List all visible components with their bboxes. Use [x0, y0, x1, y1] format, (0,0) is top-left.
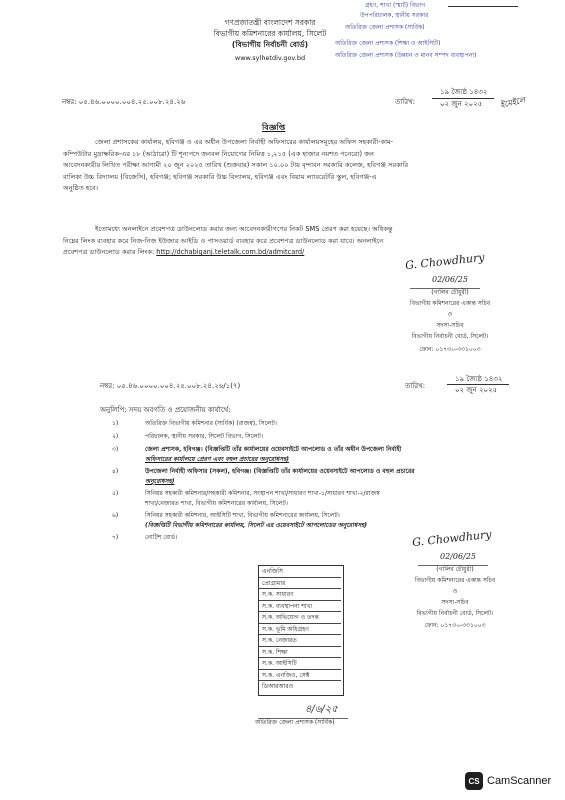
header-website: www.sylhetdiv.gov.bd: [234, 54, 306, 62]
copy-item-text: সিনিয়র সহকারী কমিশনার, আইসিটি শাখা, বিভাগীয় কমিশনারের কার্যালয়, সিলেট।: [145, 512, 340, 519]
ref1-label: নম্বর:: [62, 98, 77, 106]
copy-item-text: সিনিয়র সহকারী কমিশনার/সহকারী কমিশনার, সংস্থাপন শাখা/সাধারণ শাখা-১/সাধারণ শাখা-২/রাজস্ব: [145, 490, 380, 497]
copy-item-num: ৭): [112, 534, 119, 541]
routing-table: [258, 565, 344, 696]
copy-item-num: ৫): [112, 490, 119, 497]
copy-item-num: ৩): [112, 446, 119, 453]
copy-item-text2: অনুরোধসহ): [145, 478, 175, 485]
ref2-date-en: ০২ জুন ২০২৫: [455, 386, 498, 394]
signature-1-date: 02/06/25: [432, 275, 468, 284]
ref1-date-label: তারিখ:: [395, 98, 416, 106]
stamp-underline: [448, 6, 518, 7]
routing-row: এনজিসি: [259, 566, 341, 578]
notice2-line-2: নিম্নের লিংক ব্যবহার করে নিজ-নিজ ইউজার আইডি ও পাসওয়ার্ড ব্যবহার করে প্রবেশপত্র ডাউনলোড করা যাবে। অনলাইনে: [63, 236, 384, 245]
routing-row: প্রোগ্রামার: [259, 578, 341, 590]
bottom-hand-date: ৪/৬/২৫: [305, 704, 338, 715]
copy-item-text: উপজেলা নির্বাহী অফিসার (সকল), হবিগঞ্জ। (বিজ্ঞপ্তিটি তাঁর কার্যালয়ের ওয়েবসাইটে আপলোড ও বহুল প্রচারের: [145, 468, 415, 475]
date-divider: [432, 98, 494, 99]
routing-row: স.ক. অভিযোগ ও তদন্ত: [259, 612, 341, 624]
notice2-line-1: ইতোমধ্যে অনলাইনে প্রবেশপত্র ডাউনলোড করার জন্য আবেদনকারীগণের নিকট SMS প্রেরণ করা হয়েছে। অধিকন্তু: [95, 225, 393, 233]
stamp-line-1: গ্রহণ, শাখা (স্মার্ট) বিভাগ: [365, 2, 426, 9]
routing-row: স.ক. শিক্ষা: [259, 647, 341, 659]
copy-item-num: ৬): [112, 512, 119, 519]
bottom-stamp-label: অতিরিক্ত জেলা প্রশাসক (সার্বিক): [255, 719, 335, 726]
notice-body: [63, 137, 409, 195]
copy-item-text2: শাখা/নেজারত শাখা, বিভাগীয় কমিশনারের কার্যালয়, সিলেট।: [145, 500, 288, 507]
copy-item-text: অতিরিক্ত বিভাগীয় কমিশনার (সার্বিক) (রাজস্ব), সিলেট।: [145, 420, 277, 427]
copy-item-text: নোটিশ বোর্ড।: [145, 534, 178, 541]
copy-item: [112, 468, 532, 490]
signer1-role2: সদস্য-সচিব: [436, 322, 464, 329]
routing-row: স.ক. সাধারণ: [259, 589, 341, 601]
ref2-label: নম্বর:: [100, 382, 115, 390]
copy-item-text: পরিচালক, স্থানীয় সরকার, সিলেট বিভাগ, সিলেট।: [145, 433, 264, 440]
notice-line-3: আবেদনকারীর লিখিত পরীক্ষা আগামী ২০ জুন ২০২৫ তারিখ (শুক্রবার) সকাল ১০.০০ টায় বৃন্দাবন সরকারি কলেজ, হবিগঞ্জ সরকারি: [63, 161, 409, 169]
copy-heading: অনুলিপি: সদয় অবগতি ও প্রয়োজনীয় কার্যার্থে:: [100, 406, 231, 414]
copy-item: [112, 433, 532, 446]
signer1-phone: ফোন: ০১৭৩০-৩৩১০০৩: [419, 346, 481, 353]
header-office: বিভাগীয় কমিশনারের কার্যালয়, সিলেট: [213, 29, 327, 38]
stamp-line-2: উপপরিচালক, স্থানীয় সরকার: [360, 12, 429, 19]
copy-item: [112, 420, 532, 433]
copy-item-text: জেলা প্রশাসক, হবিগঞ্জ। (বিজ্ঞপ্তিটি তাঁর কার্যালয়ের ওয়েবসাইটে আপলোড ও তাঁর অধীন উপজেলা নির্বাহী: [145, 446, 402, 453]
stamp-line-5: অতিরিক্ত জেলা প্রশাসক (উন্নয়ন ও মানব সম্পদ ব্যবস্থাপনা): [335, 52, 477, 59]
stamp-line-4: অতিরিক্ত জেলা প্রশাসক (শিক্ষা ও আইসিটি): [335, 40, 441, 47]
signature-1: G. Chowdhury: [404, 250, 486, 273]
notice-line-5: অনুষ্ঠিত হবে।: [63, 184, 99, 192]
copy-item-num: ১): [112, 420, 119, 427]
camscanner-watermark: [465, 770, 551, 792]
camscanner-logo-icon: CS: [465, 772, 483, 790]
notice2-line-3: [63, 247, 393, 259]
copy-item: [112, 446, 532, 468]
signature-2: G. Chowdhury: [411, 527, 493, 550]
page-title: বিজ্ঞপ্তি: [262, 123, 286, 132]
signer2-role1: বিভাগীয় কমিশনারের একান্ত সচিব: [414, 577, 496, 584]
routing-row: স.ক. ব্যবস্থাপনা শাখা: [259, 601, 341, 613]
signature-2-date: 02/06/25: [440, 552, 476, 561]
signer1-o: ও: [447, 311, 453, 318]
header-board: (বিভাগীয় নির্বাচনী বোর্ড): [231, 40, 309, 49]
download-link[interactable]: http://dchabiganj.teletalk.com.bd/admitcard/: [156, 248, 305, 256]
signer1-role3: বিভাগীয় নির্বাচনী বোর্ড, সিলেট।: [411, 333, 489, 340]
signer1-name: (গালিব চৌধুরী): [431, 289, 469, 296]
routing-row: স.ক. নেজারত: [259, 635, 341, 647]
date2-divider: [447, 384, 509, 385]
copy-item: [112, 490, 532, 512]
notice-body-2: [63, 224, 393, 259]
ref1-row: [62, 98, 185, 107]
ref2-date-label: তারিখ:: [405, 382, 426, 390]
notice-line-1: জেলা প্রশাসকের কার্যালয়, হবিগঞ্জ ও এর অধীন উপজেলা নির্বাহী অফিসারের কার্যালয়সমূহের অফিস সহকারী-কাম-: [95, 138, 394, 146]
notice-line-4: বালিকা উচ্চ বিদ্যালয় (বিজেসি), হবিগঞ্জ; হবিগঞ্জ সরকারি উচ্চ বিদ্যালয়, হবিগঞ্জ এবং বিয়াম ল্যাবরেটরি স্কুল, হবিগঞ্জ-এ: [63, 172, 377, 181]
ref2-date-bn: ১৯ জ্যৈষ্ঠ ১৪৩২: [455, 375, 503, 383]
routing-row: স.ক. এনজিও, সেক্ট: [259, 670, 341, 682]
header-gov: গণপ্রজাতন্ত্রী বাংলাদেশ সরকার: [224, 18, 316, 27]
ref1-number: ০৫.৪৬.০০০০.০০৪.২৫.০০৮.২৪.২৬: [78, 98, 186, 106]
signer1-role1: বিভাগীয় কমিশনারের একান্ত সচিব: [409, 300, 491, 307]
signer2-o: ও: [452, 588, 458, 595]
copy-item-num: ২): [112, 433, 119, 440]
ref2-number: ০৫.৪৬.০০০০.০০৪.২৫.০০৮.২৪.২৬/১(৭): [116, 382, 241, 390]
copy-list: [112, 420, 532, 550]
ref1-date-bn: ১৯ জ্যৈষ্ঠ ১৪৩২: [440, 88, 488, 96]
ref2-row: [100, 382, 240, 391]
signer2-name: (গালিব চৌধুরী): [436, 566, 474, 573]
stamp-line-3: অতিরিক্ত জেলা প্রশাসক (সার্বিক): [345, 24, 425, 31]
routing-row: স.ক. আইসিটি: [259, 658, 341, 670]
ref1-date-en: ০২ জুন ২০২৫: [440, 100, 483, 108]
signer2-phone: ফোন: ০১৭৩০-৩৩১০০৩: [424, 622, 486, 629]
routing-row: ডিআরআরও: [262, 683, 294, 690]
camscanner-text: CamScanner: [487, 775, 552, 787]
signer2-role2: সদস্য-সচিব: [441, 599, 469, 606]
notice-line-2: কম্পিউটার মুদ্রাক্ষরিক-এর ১৮ (আঠারো) টি শূন্যপদে জনবল নিয়োগের নিমিত্ত ১,২১৫ (এক হাজার নয়শত পনেরো) জন: [63, 149, 374, 158]
link-label: প্রবেশপত্র ডাউনলোড করার লিংক:: [63, 248, 155, 256]
copy-item-num: ৪): [112, 468, 119, 475]
side-note: ইমেইলে: [499, 95, 526, 110]
routing-row: স.ক. ভূমি অধিগ্রহণ: [259, 624, 341, 636]
copy-item-text2: (বিজ্ঞপ্তিটি বিভাগীয় কমিশনারের কার্যালয়, সিলেট এর ওয়েবসাইটে আপলোডের অনুরোধসহ): [145, 522, 368, 529]
signer2-role3: বিভাগীয় নির্বাচনী বোর্ড, সিলেট।: [416, 610, 494, 617]
copy-item-text2: অফিসারের কার্যালয়ে প্রেরণ এবং বহুল প্রচারের অনুরোধসহ): [145, 456, 289, 463]
